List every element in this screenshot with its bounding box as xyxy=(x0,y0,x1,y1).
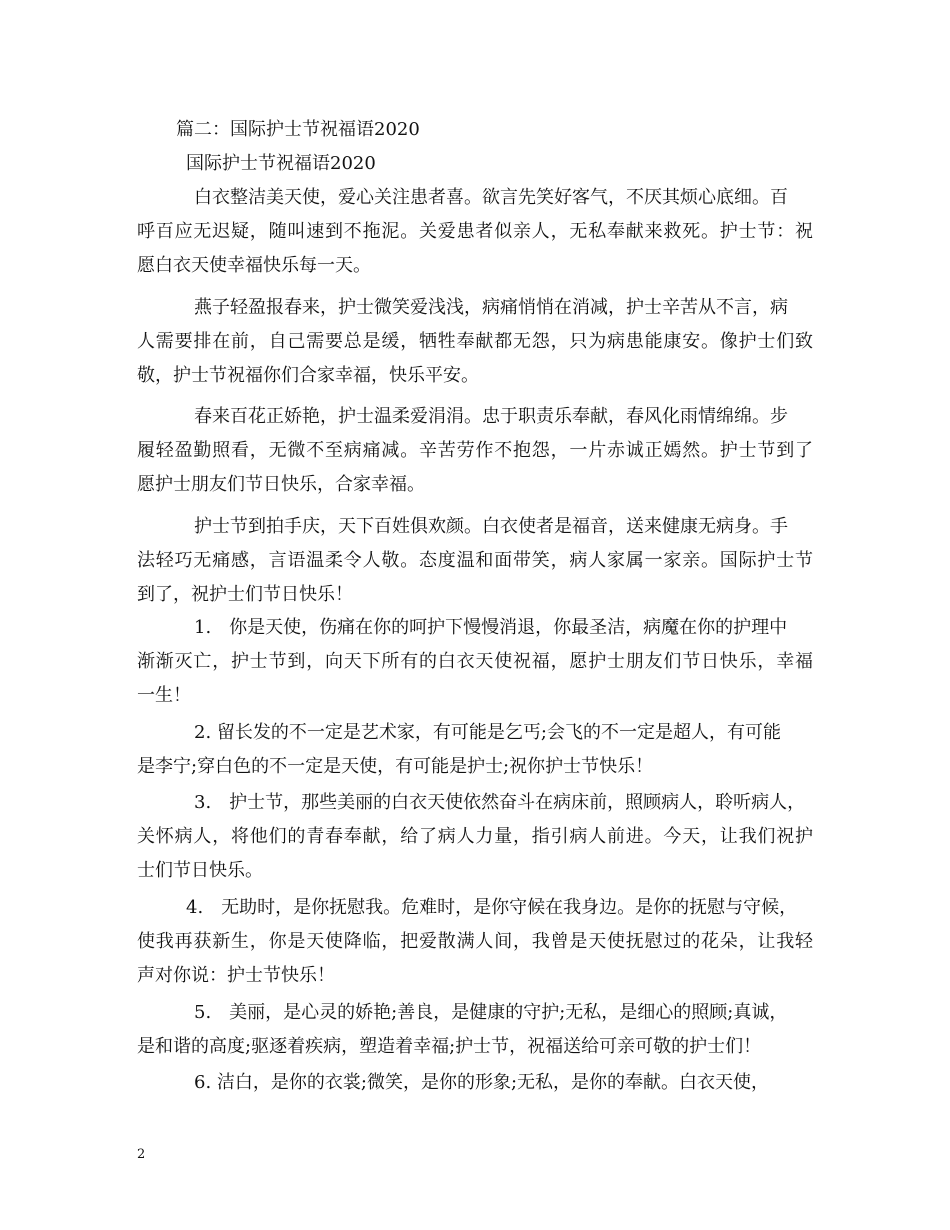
page-number: 2 xyxy=(137,1147,146,1162)
document-title: 国际护士节祝福语2020 xyxy=(186,153,376,174)
list-item-3-line-1: 3. 护士节，那些美丽的白衣天使依然奋斗在病床前，照顾病人，聆听病人， xyxy=(194,792,806,813)
paragraph-4-line-1: 护士节到拍手庆，天下百姓俱欢颜。白衣使者是福音，送来健康无病身。手 xyxy=(194,516,788,537)
list-item-4-line-3: 声对你说：护士节快乐！ xyxy=(137,965,335,986)
list-item-5-line-1: 5. 美丽，是心灵的娇艳;善良，是健康的守护;无私，是细心的照顾;真诚， xyxy=(194,1002,788,1023)
paragraph-1-line-1: 白衣整洁美天使，爱心关注患者喜。欲言先笑好客气，不厌其烦心底细。百 xyxy=(194,187,788,208)
paragraph-4-line-2: 法轻巧无痛感，言语温柔令人敬。态度温和面带笑，病人家属一家亲。国际护士节 xyxy=(137,550,813,571)
paragraph-2-line-3: 敬，护士节祝福你们合家幸福，快乐平安。 xyxy=(137,365,479,386)
list-item-2-line-2: 是李宁;穿白色的不一定是天使，有可能是护士;祝你护士节快乐！ xyxy=(137,756,654,777)
list-item-5-line-2: 是和谐的高度;驱逐着疾病，塑造着幸福;护士节，祝福送给可亲可敬的护士们！ xyxy=(137,1036,762,1057)
list-item-6-line-1: 6. 洁白，是你的衣裳;微笑，是你的形象;无私，是你的奉献。白衣天使， xyxy=(194,1072,770,1093)
paragraph-2-line-2: 人需要排在前，自己需要总是缓，牺牲奉献都无怨，只为病患能康安。像护士们致 xyxy=(137,331,813,352)
paragraph-1-line-3: 愿白衣天使幸福快乐每一天。 xyxy=(137,255,371,276)
list-item-2-line-1: 2. 留长发的不一定是艺术家，有可能是乞丐;会飞的不一定是超人，有可能 xyxy=(194,722,781,743)
paragraph-3-line-1: 春来百花正娇艳，护士温柔爱涓涓。忠于职责乐奉献，春风化雨情绵绵。步 xyxy=(194,406,788,427)
paragraph-3-line-2: 履轻盈勤照看，无微不至病痛减。辛苦劳作不抱怨，一片赤诚正嫣然。护士节到了 xyxy=(137,440,813,461)
paragraph-4-line-3: 到了，祝护士们节日快乐！ xyxy=(137,584,353,605)
paragraph-2-line-1: 燕子轻盈报春来，护士微笑爱浅浅，病痛悄悄在消减，护士辛苦从不言，病 xyxy=(194,297,788,318)
list-item-3-line-3: 士们节日快乐。 xyxy=(137,860,263,881)
list-item-1-line-2: 渐渐灭亡，护士节到，向天下所有的白衣天使祝福，愿护士朋友们节日快乐，幸福 xyxy=(137,651,813,672)
section-heading: 篇二：国际护士节祝福语2020 xyxy=(176,119,420,140)
list-item-4-line-1: 4. 无助时，是你抚慰我。危难时，是你守候在我身边。是你的抚慰与守候， xyxy=(186,897,798,918)
paragraph-1-line-2: 呼百应无迟疑，随叫速到不拖泥。关爱患者似亲人，无私奉献来救死。护士节：祝 xyxy=(137,221,813,242)
list-item-1-line-1: 1. 你是天使，伤痛在你的呵护下慢慢消退，你最圣洁，病魔在你的护理中 xyxy=(194,617,788,638)
list-item-3-line-2: 关怀病人，将他们的青春奉献，给了病人力量，指引病人前进。今天，让我们祝护 xyxy=(137,826,813,847)
list-item-4-line-2: 使我再获新生，你是天使降临，把爱散满人间，我曾是天使抚慰过的花朵，让我轻 xyxy=(137,931,813,952)
list-item-1-line-3: 一生！ xyxy=(137,685,191,706)
paragraph-3-line-3: 愿护士朋友们节日快乐，合家幸福。 xyxy=(137,474,425,495)
